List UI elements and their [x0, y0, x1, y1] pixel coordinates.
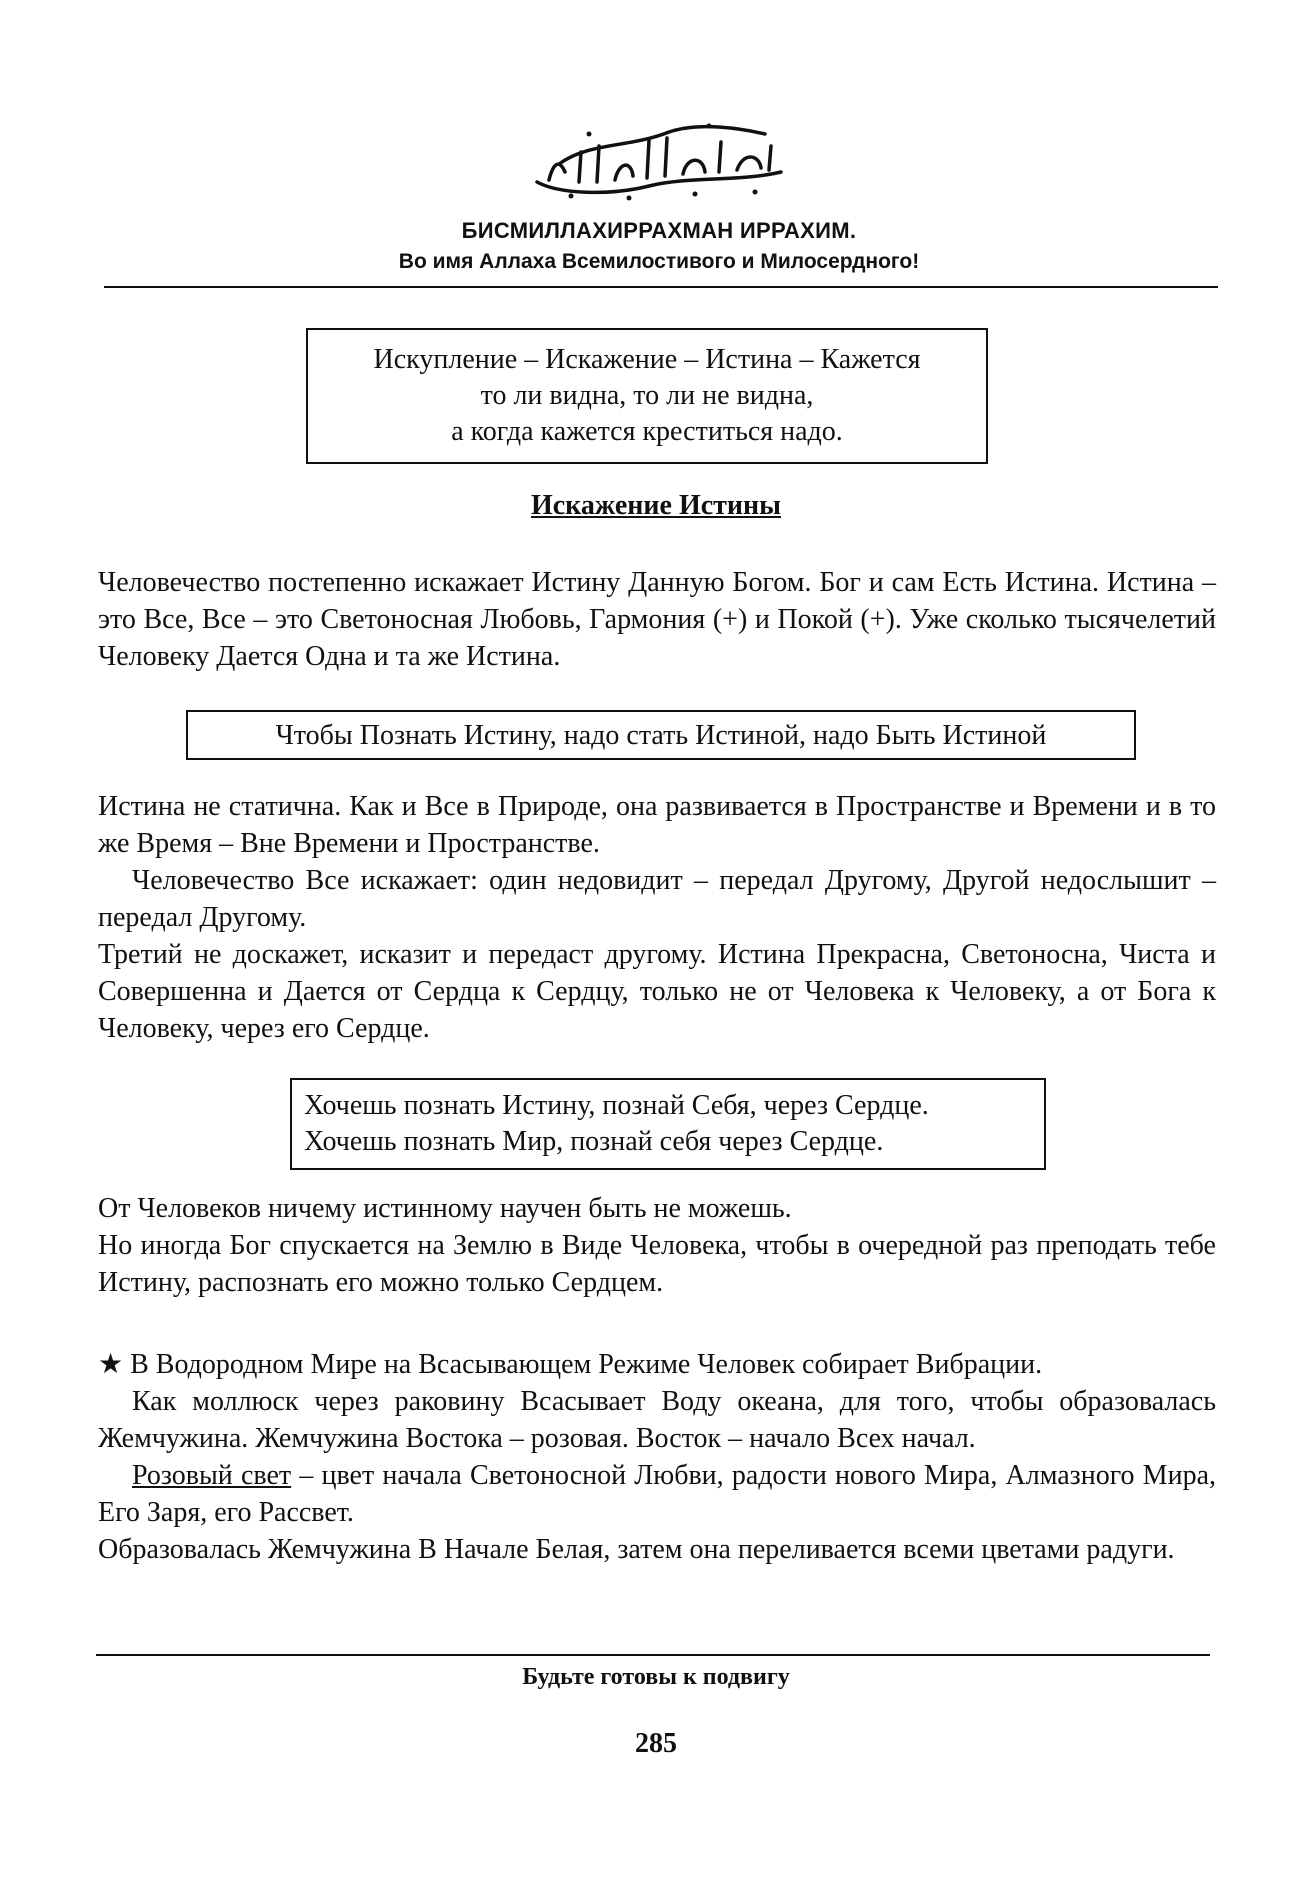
paragraph-text: Истина не статична. Как и Все в Природе, она развивается в Пространстве и Времени и в то же Время – Вне Времени и Пространстве.: [98, 791, 1216, 859]
epigraph-line: то ли видна, то ли не видна,: [480, 380, 814, 411]
footer-rule: [96, 1654, 1210, 1656]
paragraph-text: Но иногда Бог спускается на Землю в Виде Человека, чтобы в очередной раз преподать тебе Истину, распознать его можно только Сердцем.: [98, 1230, 1216, 1298]
pink-light-term: Розовый свет: [132, 1460, 292, 1491]
epigraph-line: Искупление – Искажение – Истина – Кажется: [373, 344, 921, 375]
page-number: 285: [635, 1728, 677, 1759]
paragraph-text: От Человеков ничему истинному научен быть не можешь.: [98, 1193, 792, 1224]
bismillah-calligraphy-icon: [519, 112, 799, 208]
paragraph-text: Образовалась Жемчужина В Начале Белая, затем она переливается всеми цветами радуги.: [98, 1534, 1175, 1565]
paragraph-text: В Водородном Мире на Всасывающем Режиме Человек собирает Вибрации.: [130, 1349, 1043, 1380]
heart-line: Хочешь познать Мир, познай себя через Сердце.: [304, 1126, 884, 1157]
bismillah-title: БИСМИЛЛАХИРРАХМАН ИРРАХИМ.: [461, 218, 857, 243]
paragraph-text: Третий не доскажет, исказит и передаст другому. Истина Прекрасна, Светоносна, Чиста и Совершенна и Дается от Сердца к Сердцу, только не от Человека к Человеку, а от Бога к Человеку, через его Сердце.: [98, 939, 1216, 1044]
paragraph-text: Как моллюск через раковину Всасывает Воду океана, для того, чтобы образовалась Жемчужина. Жемчужина Востока – розовая. Восток – начало Всех начал.: [98, 1386, 1216, 1454]
section-title: Искажение Истины: [530, 490, 782, 521]
paragraph-intro: [98, 564, 1216, 675]
heart-line: Хочешь познать Истину, познай Себя, через Сердце.: [304, 1090, 929, 1121]
star-icon: ★: [98, 1349, 124, 1380]
page-header: [100, 112, 1218, 274]
truth-box: [186, 710, 1136, 760]
paragraph-text: – цвет начала Светоносной Любви, радости нового Мира, Алмазного Мира, Его Заря, его Рассвет.: [98, 1460, 1216, 1528]
paragraph-pearl: [98, 1346, 1216, 1568]
epigraph-box: [306, 328, 988, 464]
heart-box: [290, 1078, 1046, 1170]
truth-line: Чтобы Познать Истину, надо стать Истиной, надо Быть Истиной: [275, 720, 1047, 751]
paragraph-text: Человечество Все искажает: один недовидит – передал Другому, Другой недослышит – передал Другому.: [98, 865, 1216, 933]
paragraph-truth: [98, 788, 1216, 1047]
paragraph-humans: [98, 1190, 1216, 1301]
epigraph-line: а когда кажется креститься надо.: [451, 416, 843, 447]
header-rule: [104, 286, 1218, 288]
bismillah-subtitle: Во имя Аллаха Всемилостивого и Милосердного!: [398, 250, 920, 273]
paragraph-text: Человечество постепенно искажает Истину Данную Богом. Бог и сам Есть Истина. Истина – это Все, Все – это Светоносная Любовь, Гармония (+) и Покой (+). Уже сколько тысячелетий Человеку Дается Одна и та же Истина.: [98, 567, 1216, 672]
footer-note: Будьте готовы к подвигу: [522, 1664, 790, 1690]
